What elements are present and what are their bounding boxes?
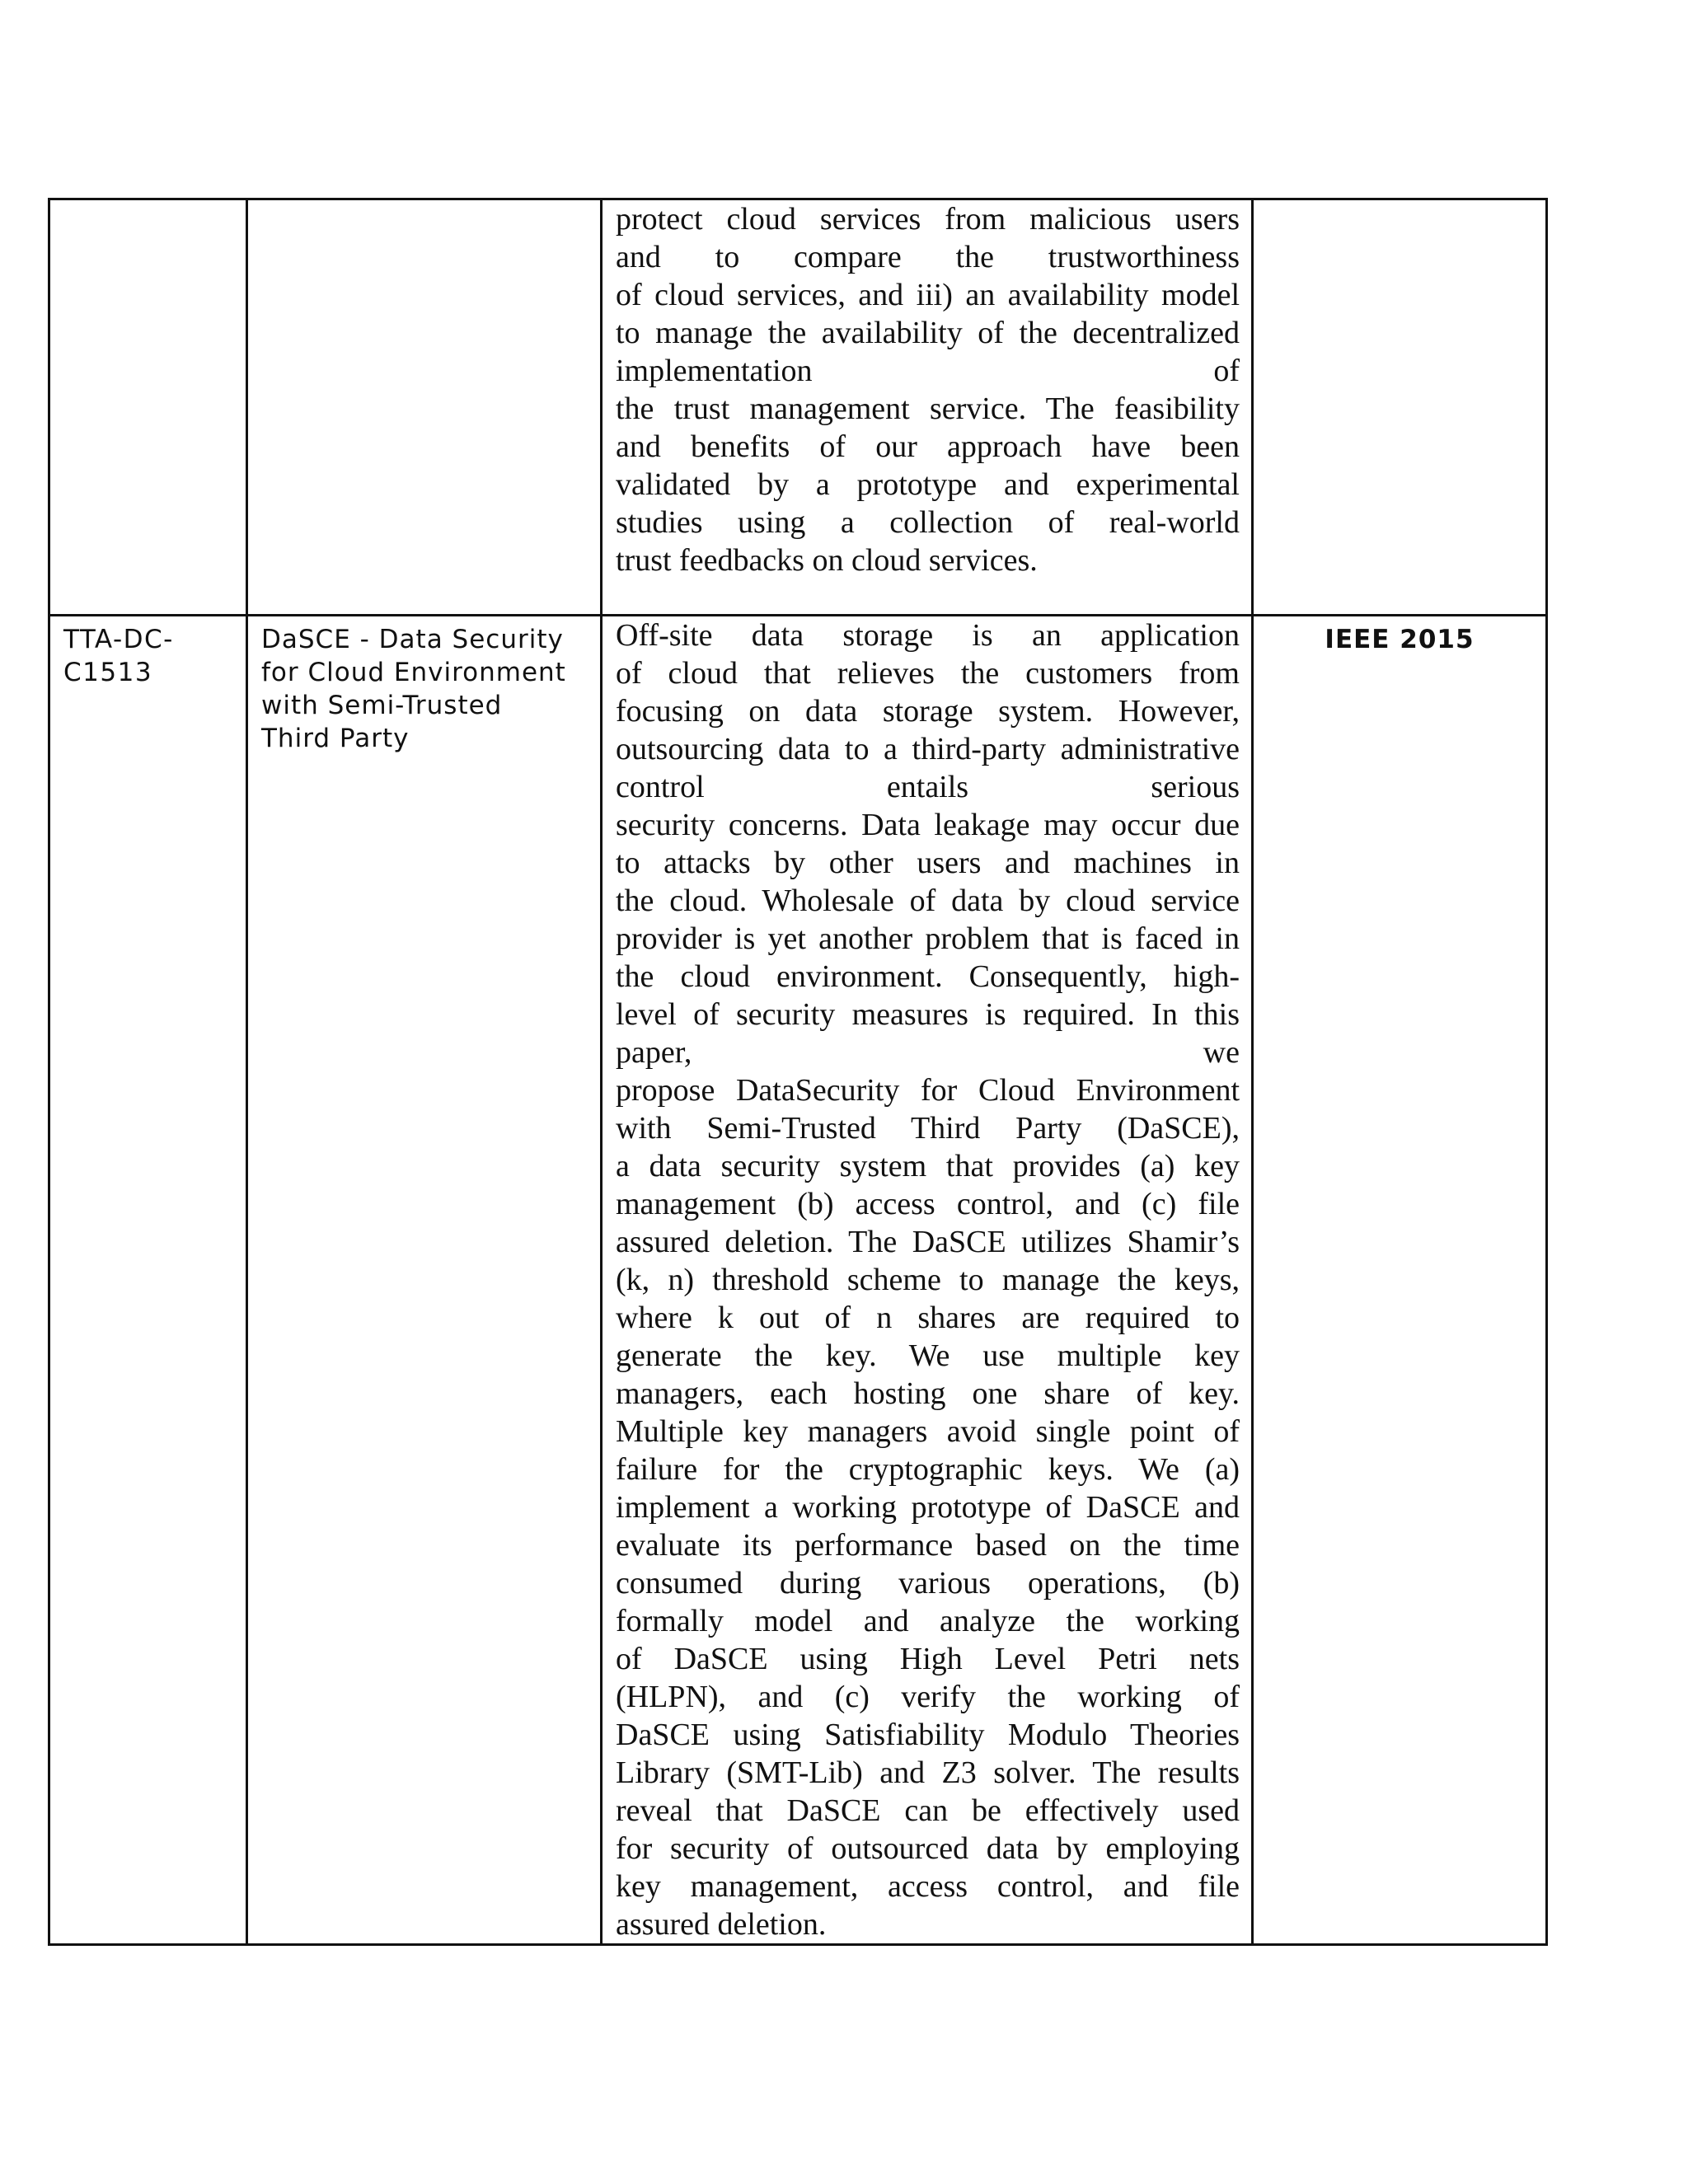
abstract-line: a data security system that provides (a) key <box>616 1149 1240 1183</box>
abstract-line: of cloud services, and iii) an availability model <box>616 278 1240 312</box>
abstract-line: failure for the cryptographic keys. We (a) <box>616 1452 1240 1487</box>
project-code-line: C1513 <box>63 658 153 687</box>
table-row <box>49 616 1547 1945</box>
abstract-line: implementation of <box>616 354 1240 388</box>
abstract-line: to attacks by other users and machines in <box>616 846 1240 880</box>
abstract-line: outsourcing data to a third-party administrative <box>616 732 1240 766</box>
abstract-line: implement a working prototype of DaSCE and <box>616 1490 1240 1525</box>
abstract-line: trust feedbacks on cloud services. <box>616 543 1038 578</box>
abstract-line: focusing on data storage system. However, <box>616 694 1240 729</box>
code-cell <box>49 616 247 1945</box>
abstract-line: managers, each hosting one share of key. <box>616 1376 1240 1411</box>
abstract-line: studies using a collection of real-world <box>616 505 1240 540</box>
venue-cell <box>1253 199 1547 616</box>
abstract-line: formally model and analyze the working <box>616 1604 1240 1638</box>
abstract-line: (HLPN), and (c) verify the working of <box>616 1680 1240 1714</box>
abstract-line: consumed during various operations, (b) <box>616 1566 1240 1601</box>
abstract-line: generate the key. We use multiple key <box>616 1338 1240 1373</box>
abstract-line: (k, n) threshold scheme to manage the keys, <box>616 1263 1240 1297</box>
project-code-line: TTA-DC- <box>63 625 174 654</box>
table-row <box>49 199 1547 616</box>
abstract-line: the trust management service. The feasibility <box>616 391 1240 426</box>
abstract-line: evaluate its performance based on the time <box>616 1528 1240 1563</box>
project-table <box>48 198 1548 1946</box>
paper-title <box>248 616 600 755</box>
abstract-line: Off-site data storage is an application <box>616 618 1240 653</box>
abstract-line: provider is yet another problem that is faced in <box>616 921 1240 956</box>
abstract-line: level of security measures is required. In this <box>616 997 1240 1032</box>
paper-title-line: with Semi-Trusted <box>261 691 503 720</box>
title-cell <box>247 199 602 616</box>
abstract-line: to manage the availability of the decentralized <box>616 316 1240 350</box>
paper-title-line: DaSCE - Data Security <box>261 625 564 654</box>
abstract-line: where k out of n shares are required to <box>616 1301 1240 1335</box>
abstract-line: for security of outsourced data by employing <box>616 1831 1240 1866</box>
code-cell <box>49 199 247 616</box>
abstract-line: security concerns. Data leakage may occur due <box>616 808 1240 842</box>
abstract-line: the cloud. Wholesale of data by cloud service <box>616 883 1240 918</box>
abstract-line: management (b) access control, and (c) file <box>616 1187 1240 1221</box>
abstract-line: paper, we <box>616 1035 1240 1070</box>
project-code <box>50 616 246 689</box>
abstract-line: assured deletion. <box>616 1907 827 1942</box>
abstract-cell <box>602 199 1253 616</box>
abstract-line: control entails serious <box>616 770 1240 804</box>
venue-label: IEEE 2015 <box>1325 625 1475 654</box>
paper-title-line: Third Party <box>261 724 410 753</box>
abstract-line: assured deletion. The DaSCE utilizes Shamir’s <box>616 1225 1240 1259</box>
abstract-line: the cloud environment. Consequently, high- <box>616 959 1240 994</box>
abstract-text <box>603 200 1251 579</box>
abstract-line: of DaSCE using High Level Petri nets <box>616 1642 1240 1676</box>
abstract-line: of cloud that relieves the customers from <box>616 656 1240 691</box>
paper-title-line: for Cloud Environment <box>261 658 566 687</box>
abstract-line: protect cloud services from malicious users <box>616 202 1240 237</box>
abstract-line: DaSCE using Satisfiability Modulo Theories <box>616 1718 1240 1752</box>
abstract-text <box>603 616 1251 1943</box>
abstract-line: with Semi-Trusted Third Party (DaSCE), <box>616 1111 1240 1146</box>
abstract-line: key management, access control, and file <box>616 1869 1240 1904</box>
venue-cell <box>1253 616 1547 1945</box>
abstract-line: Multiple key managers avoid single point of <box>616 1414 1240 1449</box>
abstract-line: propose DataSecurity for Cloud Environment <box>616 1073 1240 1108</box>
abstract-line: reveal that DaSCE can be effectively used <box>616 1793 1240 1828</box>
abstract-line: validated by a prototype and experimental <box>616 467 1240 502</box>
abstract-line: and to compare the trustworthiness <box>616 240 1240 274</box>
abstract-line: and benefits of our approach have been <box>616 429 1240 464</box>
title-cell <box>247 616 602 1945</box>
abstract-cell <box>602 616 1253 1945</box>
abstract-line: Library (SMT-Lib) and Z3 solver. The results <box>616 1755 1240 1790</box>
